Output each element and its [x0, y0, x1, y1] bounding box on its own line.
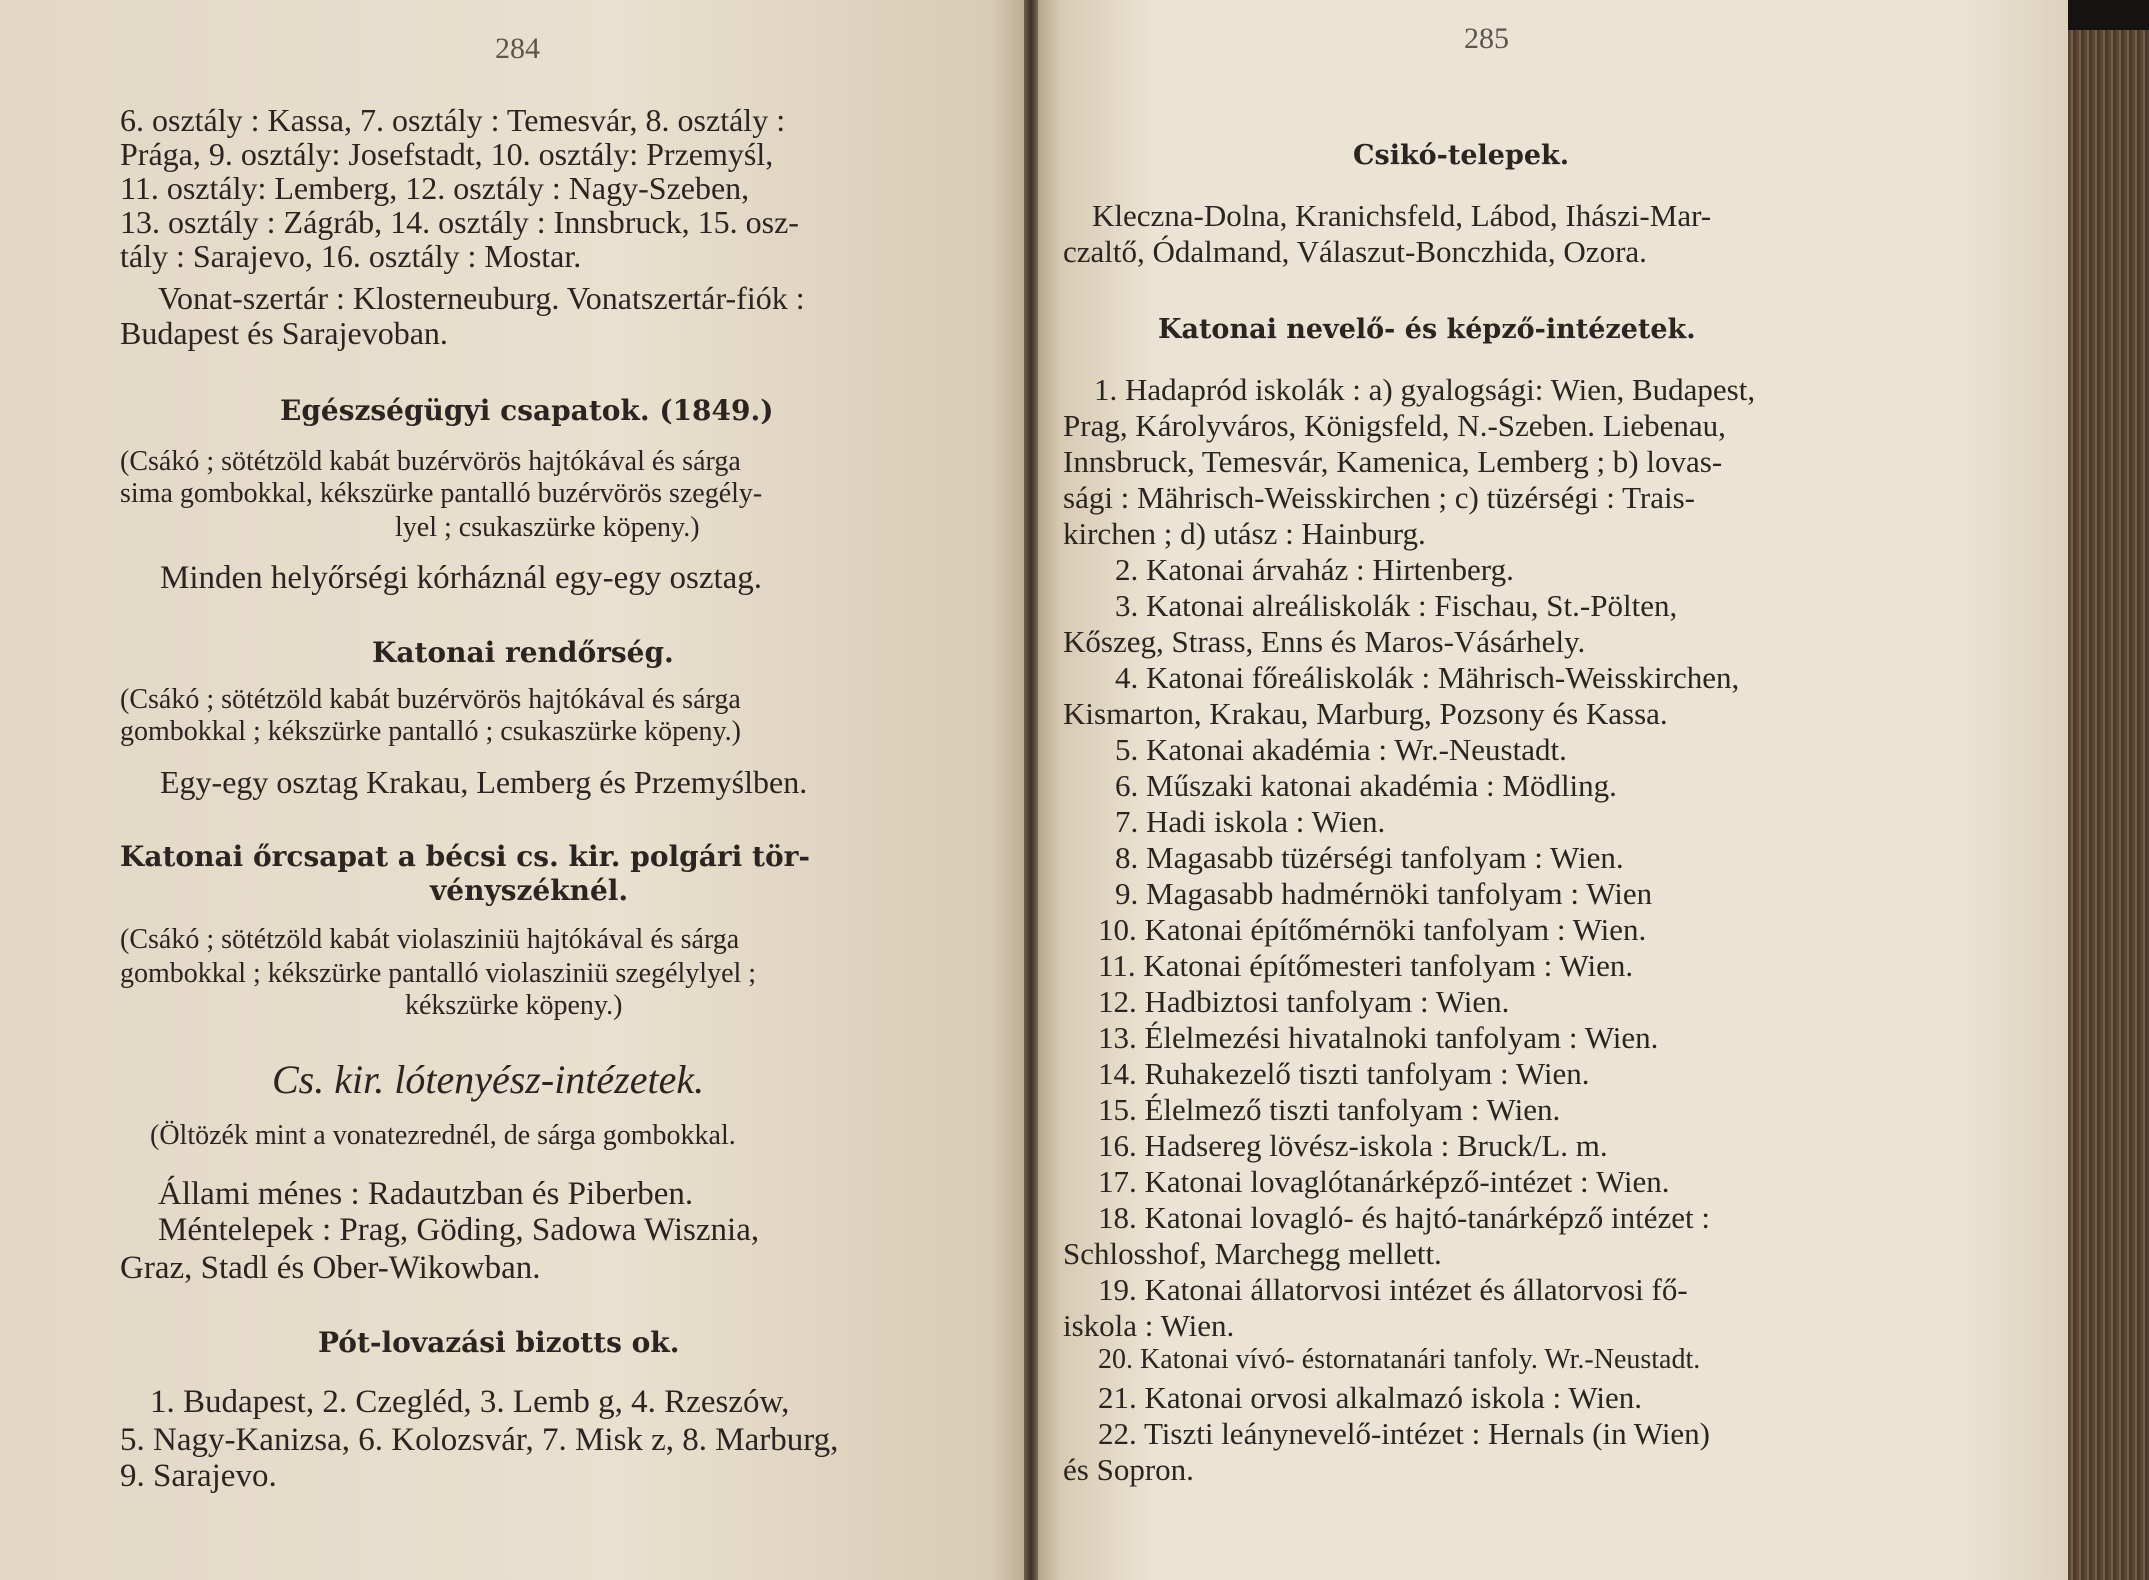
text-line: 6. osztály : Kassa, 7. osztály : Temesvár, 8. osztály : — [120, 102, 786, 138]
text-line: Prag, Károlyváros, Königsfeld, N.-Szeben. Liebenau, — [1063, 408, 1726, 443]
text-line: 11. osztály: Lemberg, 12. osztály : Nagy-Szeben, — [120, 170, 750, 206]
text-line: lyel ; csukaszürke köpeny.) — [395, 512, 700, 543]
text-line: 1. Budapest, 2. Czegléd, 3. Lemb g, 4. Rzeszów, — [150, 1384, 790, 1420]
text-line: 16. Hadsereg lövész-iskola : Bruck/L. m. — [1098, 1128, 1608, 1163]
text-line: 4. Katonai főreáliskolák : Mährisch-Weisskirchen, — [1115, 660, 1740, 695]
text-line: 13. osztály : Zágráb, 14. osztály : Innsbruck, 15. osz- — [120, 204, 799, 240]
text-line: 5. Nagy-Kanizsa, 6. Kolozsvár, 7. Misk z, 8. Marburg, — [120, 1422, 839, 1458]
text-line: 6. Műszaki katonai akadémia : Mödling. — [1115, 768, 1617, 803]
text-line: 9. Sarajevo. — [120, 1458, 277, 1494]
text-line: 22. Tiszti leánynevelő-intézet : Hernals (in Wien) — [1098, 1416, 1711, 1451]
book-gutter — [1024, 0, 1038, 1580]
section-heading: Katonai nevelő- és képző-intézetek. — [1158, 314, 1696, 345]
text-line: Graz, Stadl és Ober-Wikowban. — [120, 1250, 541, 1286]
text-line: 14. Ruhakezelő tiszti tanfolyam : Wien. — [1098, 1056, 1590, 1091]
section-heading: Katonai rendőrség. — [372, 636, 674, 669]
text-line: kékszürke köpeny.) — [405, 990, 623, 1021]
text-line: 17. Katonai lovaglótanárképző-intézet : Wien. — [1098, 1164, 1670, 1199]
text-line: (Csákó ; sötétzöld kabát buzérvörös hajtókával és sárga — [120, 684, 741, 715]
text-line: 3. Katonai alreáliskolák : Fischau, St.-Pölten, — [1115, 588, 1678, 623]
text-line: 10. Katonai építőmérnöki tanfolyam : Wien. — [1098, 912, 1647, 947]
text-line: és Sopron. — [1063, 1452, 1194, 1487]
text-line: gombokkal ; kékszürke pantalló ; csukaszürke köpeny.) — [120, 716, 742, 747]
text-line: 2. Katonai árvaház : Hirtenberg. — [1115, 552, 1514, 587]
text-line: 8. Magasabb tüzérségi tanfolyam : Wien. — [1115, 840, 1624, 875]
text-line: 20. Katonai vívó- éstornatanári tanfoly. Wr.-Neustadt. — [1098, 1344, 1701, 1375]
text-line: Kismarton, Krakau, Marburg, Pozsony és Kassa. — [1063, 696, 1668, 731]
text-line: tály : Sarajevo, 16. osztály : Mostar. — [120, 238, 582, 274]
text-line: Innsbruck, Temesvár, Kamenica, Lemberg ; b) lovas- — [1063, 444, 1723, 479]
text-line: 19. Katonai állatorvosi intézet és állatorvosi fő- — [1098, 1272, 1688, 1307]
section-heading: vényszéknél. — [430, 874, 629, 907]
text-line: 15. Élelmező tiszti tanfolyam : Wien. — [1098, 1092, 1561, 1127]
text-line: Prága, 9. osztály: Josefstadt, 10. osztály: Przemyśl, — [120, 136, 774, 172]
section-heading: Pót-lovazási bizotts ok. — [318, 1326, 680, 1359]
page-block-top-shadow — [2068, 0, 2149, 30]
text-line: Minden helyőrségi kórháznál egy-egy osztag. — [160, 560, 763, 596]
text-line: czaltő, Ódalmand, Válaszut-Bonczhida, Ozora. — [1063, 234, 1647, 269]
text-line: Kőszeg, Strass, Enns és Maros-Vásárhely. — [1063, 624, 1586, 659]
section-heading: Cs. kir. lótenyész-intézetek. — [272, 1057, 705, 1102]
text-line: sima gombokkal, kékszürke pantalló buzérvörös szegély- — [120, 478, 763, 509]
text-line: 9. Magasabb hadmérnöki tanfolyam : Wien — [1115, 876, 1653, 911]
text-line: (Csákó ; sötétzöld kabát violasziniü hajtókával és sárga — [120, 924, 740, 955]
text-line: 12. Hadbiztosi tanfolyam : Wien. — [1098, 984, 1510, 1019]
text-line: Vonat-szertár : Klosterneuburg. Vonatszertár-fiók : — [158, 280, 805, 316]
text-line: sági : Mährisch-Weisskirchen ; c) tüzérségi : Trais- — [1063, 480, 1696, 515]
right-page — [1030, 0, 2068, 1580]
section-heading: Katonai őrcsapat a bécsi cs. kir. polgári tör- — [120, 840, 810, 873]
text-line: Egy-egy osztag Krakau, Lemberg és Przemyślben. — [160, 764, 808, 800]
text-line: 18. Katonai lovagló- és hajtó-tanárképző intézet : — [1098, 1200, 1711, 1235]
text-line: (Öltözék mint a vonatezrednél, de sárga gombokkal. — [150, 1120, 736, 1151]
section-heading: Csikó-telepek. — [1353, 140, 1570, 171]
left-page — [0, 0, 1030, 1580]
text-line: iskola : Wien. — [1063, 1308, 1235, 1343]
text-line: (Csákó ; sötétzöld kabát buzérvörös hajtókával és sárga — [120, 446, 741, 477]
section-heading: Egészségügyi csapatok. (1849.) — [280, 394, 774, 427]
page-block-edge — [2068, 0, 2149, 1580]
page-number: 284 — [495, 32, 540, 65]
text-line: 11. Katonai építőmesteri tanfolyam : Wien. — [1098, 948, 1634, 983]
text-line: Schlosshof, Marchegg mellett. — [1063, 1236, 1442, 1271]
text-line: kirchen ; d) utász : Hainburg. — [1063, 516, 1426, 551]
text-line: 1. Hadapród iskolák : a) gyalogsági: Wien, Budapest, — [1094, 372, 1756, 407]
page-number: 285 — [1464, 22, 1509, 55]
text-line: 5. Katonai akadémia : Wr.-Neustadt. — [1115, 732, 1567, 767]
text-line: 7. Hadi iskola : Wien. — [1115, 804, 1386, 839]
text-line: Állami ménes : Radautzban és Piberben. — [158, 1176, 694, 1212]
text-line: 13. Élelmezési hivatalnoki tanfolyam : Wien. — [1098, 1020, 1659, 1055]
text-line: 21. Katonai orvosi alkalmazó iskola : Wien. — [1098, 1380, 1642, 1415]
text-line: Budapest és Sarajevoban. — [120, 315, 448, 351]
text-line: gombokkal ; kékszürke pantalló violasziniü szegélylyel ; — [120, 958, 757, 989]
text-line: Méntelepek : Prag, Göding, Sadowa Wisznia, — [158, 1212, 760, 1248]
text-line: Kleczna-Dolna, Kranichsfeld, Lábod, Ihászi-Mar- — [1092, 198, 1712, 233]
